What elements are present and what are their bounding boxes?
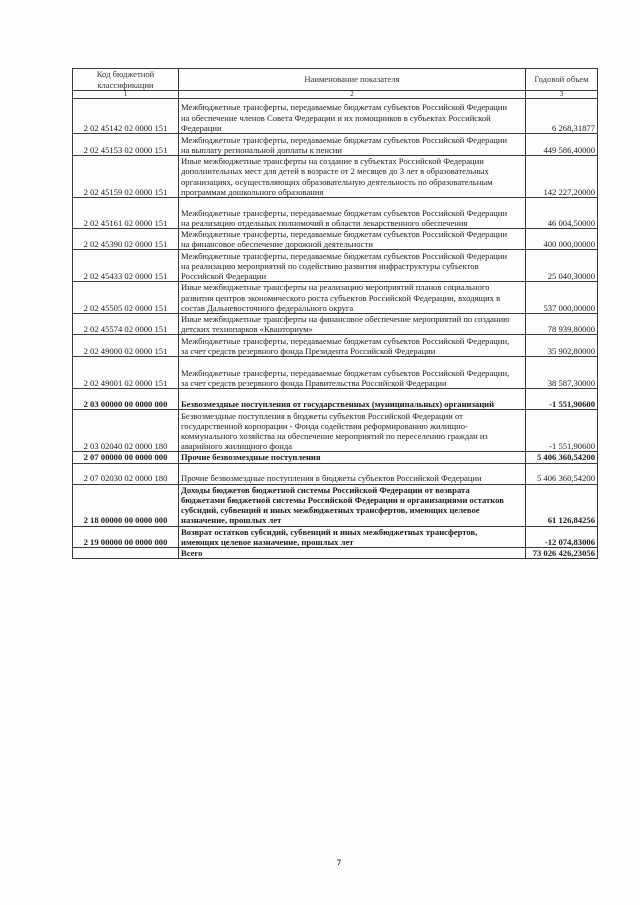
annual-volume-cell: 5 406 360,54200 (526, 452, 598, 463)
table-row-grand-total (73, 548, 598, 559)
table-header-row (73, 69, 598, 91)
table-row (73, 335, 598, 357)
table-row (73, 156, 598, 198)
table-row (73, 410, 598, 452)
indicator-name-cell: Иные межбюджетные трансферты на реализацию мероприятий планов социального развития центров экономического роста субъектов Российской Федерации, входящих в состав Дальневосточного федерального округа (179, 282, 526, 314)
indicator-name-cell: Доходы бюджетов бюджетной системы Российской Федерации от возврата бюджетами бюджетной системы Российской Федерации и организациями остатков субсидий, субвенций и иных межбюджетных трансфертов, имеющих целевое назначение, прошлых лет (179, 484, 526, 526)
annual-volume-cell: 400 000,00000 (526, 229, 598, 250)
budget-code-cell: 2 02 45390 02 0000 151 (73, 229, 179, 250)
annual-volume-cell: 61 126,84256 (526, 484, 598, 526)
table-row-group-total (73, 484, 598, 526)
indicator-name-cell: Межбюджетные трансферты, передаваемые бюджетам субъектов Российской Федерации на финансовое обеспечение дорожной деятельности (179, 229, 526, 250)
column-number: 3 (526, 91, 598, 99)
budget-code-cell: 2 18 00000 00 0000 000 (73, 484, 179, 526)
header-annual-volume: Годовой объем (526, 69, 598, 91)
table-row-group-total (73, 452, 598, 463)
budget-code-cell (73, 548, 179, 559)
annual-volume-cell: 6 268,31877 (526, 99, 598, 134)
table-row (73, 250, 598, 282)
budget-code-cell: 2 03 00000 00 0000 000 (73, 389, 179, 410)
annual-volume-cell: 35 902,80000 (526, 335, 598, 357)
table-row (73, 357, 598, 389)
table-row (73, 314, 598, 335)
column-numbers-row (73, 91, 598, 99)
budget-table (72, 68, 598, 559)
indicator-name-cell: Межбюджетные трансферты, передаваемые бюджетам субъектов Российской Федерации на выплату региональной доплаты к пенсии (179, 134, 526, 156)
table-row (73, 99, 598, 134)
budget-code-cell: 2 03 02040 02 0000 180 (73, 410, 179, 452)
indicator-name-cell: Безвозмездные поступления от государственных (муниципальных) организаций (179, 389, 526, 410)
budget-code-cell: 2 02 45505 02 0000 151 (73, 282, 179, 314)
table-row-group-total (73, 526, 598, 547)
budget-code-cell: 2 02 45433 02 0000 151 (73, 250, 179, 282)
annual-volume-cell: 38 587,30000 (526, 357, 598, 389)
budget-code-cell: 2 02 45159 02 0000 151 (73, 156, 179, 198)
table-row (73, 282, 598, 314)
indicator-name-cell: Прочие безвозмездные поступления в бюджеты субъектов Российской Федерации (179, 463, 526, 484)
annual-volume-cell: -12 074,83006 (526, 526, 598, 547)
budget-code-cell: 2 07 02030 02 0000 180 (73, 463, 179, 484)
indicator-name-cell: Межбюджетные трансферты, передаваемые бюджетам субъектов Российской Федерации, за счет средств резервного фонда Правительства Российской Федерации (179, 357, 526, 389)
indicator-name-cell: Возврат остатков субсидий, субвенций и иных межбюджетных трансфертов, имеющих целевое назначение, прошлых лет (179, 526, 526, 547)
table-row (73, 198, 598, 229)
indicator-name-cell: Межбюджетные трансферты, передаваемые бюджетам субъектов Российской Федерации на обеспечение членов Совета Федерации и их помощников в субъектах Российской Федерации (179, 99, 526, 134)
indicator-name-cell: Иные межбюджетные трансферты на создание в субъектах Российской Федерации дополнительных мест для детей в возрасте от 2 месяцев до 3 лет в образовательных организациях, осуществляющих образовательную деятельность по образовательным программам дошкольного образования (179, 156, 526, 198)
annual-volume-cell: 78 939,80000 (526, 314, 598, 335)
header-indicator-name: Наименование показателя (179, 69, 526, 91)
annual-volume-cell: 46 004,50000 (526, 198, 598, 229)
page-number: 7 (337, 858, 341, 867)
annual-volume-cell: 449 586,40000 (526, 134, 598, 156)
table-row-group-total (73, 389, 598, 410)
grand-total-value: 73 026 426,23056 (526, 548, 598, 559)
grand-total-label: Всего (179, 548, 526, 559)
annual-volume-cell: 142 227,20000 (526, 156, 598, 198)
indicator-name-cell: Межбюджетные трансферты, передаваемые бюджетам субъектов Российской Федерации на реализацию мероприятий по содействию развития инфраструктуры субъектов Российской Федерации (179, 250, 526, 282)
column-number: 1 (73, 91, 179, 99)
table-row (73, 229, 598, 250)
annual-volume-cell: 5 406 360,54200 (526, 463, 598, 484)
budget-code-cell: 2 02 45574 02 0000 151 (73, 314, 179, 335)
table-row (73, 463, 598, 484)
budget-code-cell: 2 07 00000 00 0000 000 (73, 452, 179, 463)
budget-code-cell: 2 02 49000 02 0000 151 (73, 335, 179, 357)
budget-code-cell: 2 02 45161 02 0000 151 (73, 198, 179, 229)
annual-volume-cell: -1 551,90600 (526, 410, 598, 452)
indicator-name-cell: Прочие безвозмездные поступления (179, 452, 526, 463)
column-number: 2 (179, 91, 526, 99)
budget-code-cell: 2 02 49001 02 0000 151 (73, 357, 179, 389)
indicator-name-cell: Безвозмездные поступления в бюджеты субъектов Российской Федерации от государственной корпорации - Фонда содействия реформированию жилищно- коммунального хозяйства на обеспечение мероприятий по переселению граждан из аварийного жилищного фонда (179, 410, 526, 452)
annual-volume-cell: 537 000,00000 (526, 282, 598, 314)
budget-code-cell: 2 02 45153 02 0000 151 (73, 134, 179, 156)
table-row (73, 134, 598, 156)
annual-volume-cell: -1 551,90600 (526, 389, 598, 410)
indicator-name-cell: Межбюджетные трансферты, передаваемые бюджетам субъектов Российской Федерации на реализацию отдельных полномочий в области лекарственного обеспечения (179, 198, 526, 229)
budget-code-cell: 2 02 45142 02 0000 151 (73, 99, 179, 134)
indicator-name-cell: Иные межбюджетные трансферты на финансовое обеспечение мероприятий по созданию детских технопарков «Кванториум» (179, 314, 526, 335)
budget-code-cell: 2 19 00000 00 0000 000 (73, 526, 179, 547)
header-budget-code: Код бюджетной классификации (73, 69, 179, 91)
annual-volume-cell: 25 040,30000 (526, 250, 598, 282)
indicator-name-cell: Межбюджетные трансферты, передаваемые бюджетам субъектов Российской Федерации, за счет средств резервного фонда Президента Российской Федерации (179, 335, 526, 357)
